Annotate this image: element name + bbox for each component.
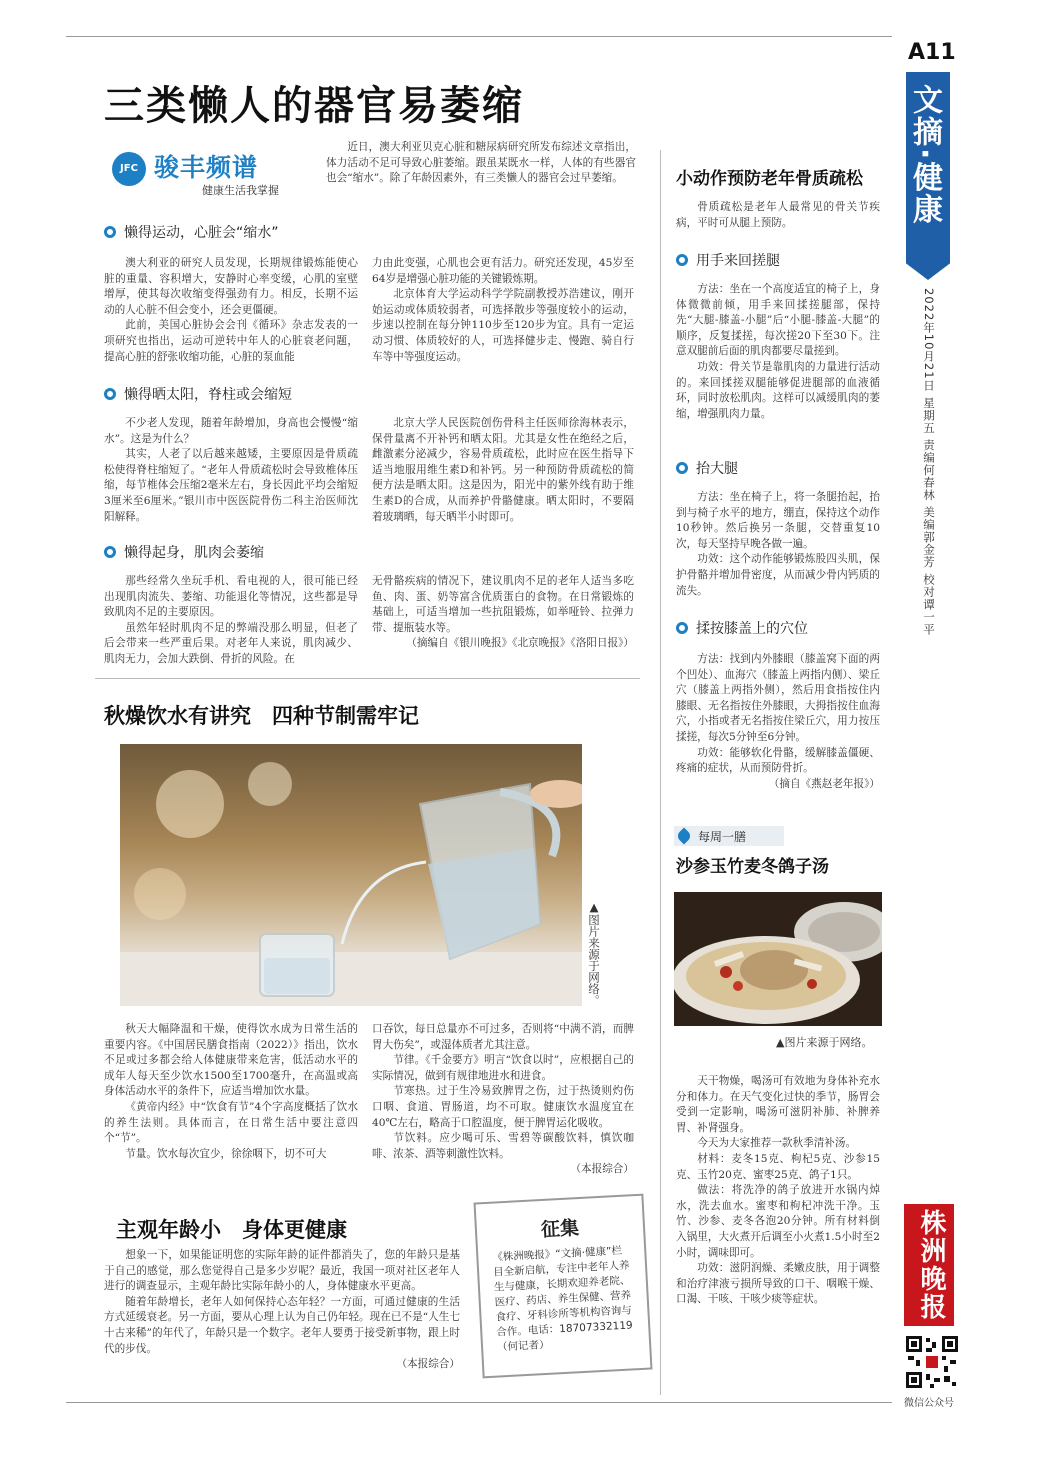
qr-caption: 微信公众号 (904, 1398, 954, 1409)
soup-photo (674, 892, 882, 1026)
article3-source: （本报综合） (396, 1358, 460, 1371)
logo-name: 骏丰频谱 (154, 153, 259, 182)
article1-subhead-1: 懒得运动，心脏会“缩水” (104, 222, 279, 242)
notice-title: 征集 (540, 1217, 580, 1242)
bullet-icon (676, 254, 688, 266)
bullet-icon (104, 226, 116, 238)
notice-body: 《株洲晚报》“文摘·健康”栏目全新启航，专注中老年人养生与健康，长期欢迎养老院、医疗、药店、养生保健、营养食疗、牙科诊所等机构咨询与合作。电话：18707332119（何记者） (492, 1244, 633, 1354)
page-number: A11 (908, 40, 956, 65)
article3-title: 主观年龄小 身体更健康 (116, 1218, 347, 1242)
weekly-dish-label: 每周一膳 (674, 826, 784, 846)
soup-illustration (674, 892, 882, 1026)
article4-subhead-1: 用手来回搓腿 (676, 250, 780, 270)
logo-slogan: 健康生活我掌握 (202, 184, 279, 197)
article5-body: 天干物燥，喝汤可有效地为身体补充水分和体力。在天气变化过快的季节，肠胃会受到一定影响，喝汤可滋阴补肺、补脾养胃、补肾强身。 今天为大家推荐一款秋季清补汤。 材料：麦冬15克、枸杞5克、沙参15克、玉竹20克、蜜枣25克、鸽子1只。 做法：将洗净的鸽子放进开水锅内焯水，洗去血水。蜜枣和枸杞冲洗干净。玉竹、沙参、麦冬各泡20分钟。所有材料倒入锅里，大火煮开后调至小火煮1.5小时至2小时，调味即可。 功效：滋阴润燥、柔嫩皮肤，用于调整和治疗津液亏损所导致的口干、咽喉干燥、口渴、干咳、干咳少痰等症状。 (676, 1075, 880, 1306)
article1-title: 三类懒人的器官易萎缩 (104, 82, 524, 129)
bullet-icon (676, 622, 688, 634)
article1-s1-left: 澳大利亚的研究人员发现，长期规律锻炼能使心脏的重量、容积增大，安静时心率变缓，心肌的室壁增厚，使其每次收缩变得强劲有力。相反，长期不运动的人心脏不但会变小，还会更僵硬。 此前，美国心脏协会会刊《循环》杂志发表的一项研究也指出，运动可逆转中年人的心脏衰老问题，提高心脏的舒张收缩功能，心脏的泵血能 (104, 257, 358, 363)
article2-left: 秋天大幅降温和干燥，使得饮水成为日常生活的重要内容。《中国居民膳食指南（2022）》指出，饮水不足或过多都会给人体健康带来危害，低活动水平的成年人每天至少饮水1500至1700毫升，在高温或高身体活动水平的条件下，应适当增加饮水量。 《黄帝内经》中“饮食有节”4个字高度概括了饮水的养生法则。具体而言，在日常生活中要注意四个“节”。 节量。饮水每次宜少，徐徐咽下，切不可大 (104, 1023, 358, 1160)
article1-s1-right: 力由此变强，心肌也会更有活力。研究还发现，45岁至64岁是增强心脏功能的关键锻炼期。 北京体育大学运动科学学院副教授苏浩建议，刚开始运动或体质较弱者，可选择散步等强度较小的运动，步速以控制在每分钟110步至120步为宜。具有一定运动习惯、体质较好的人，可选择健步走、慢跑、骑自行车等中等强度运动。 (372, 257, 634, 363)
masthead-logo: 株洲晚报 (904, 1204, 954, 1326)
article3-body: 想象一下，如果能证明您的实际年龄的证件都消失了，您的年龄只是基于自己的感觉，那么您觉得自己是多少岁呢？最近，我国一项对社区老年人进行的调查显示，主观年龄比实际年龄小的人，身体健康水平更高。 随着年龄增长，老年人如何保持心态年轻？一方面，可通过健康的生活方式延缓衰老。另一方面，要从心理上认为自己仍年轻。现在已不是“人生七十古来稀”的年代了，年龄只是一个数字。老年人要勇于接受新事物，跟上时代的步伐。 （本报综合） (104, 1248, 460, 1373)
article4-title: 小动作预防老年骨质疏松 (676, 169, 863, 189)
article5-photo-caption: ▲图片来源于网络。 (776, 1036, 873, 1049)
article4-source: （摘自《燕赵老年报》） (768, 777, 880, 790)
article4-subhead-3: 揉按膝盖上的穴位 (676, 618, 808, 638)
article4-subhead-2: 抬大腿 (676, 458, 738, 478)
bullet-icon (676, 462, 688, 474)
sponsor-logo (112, 148, 302, 196)
column-rule (660, 150, 661, 1395)
article1-intro: 近日，澳大利亚贝克心脏和糖尿病研究所发布综述文章指出，体力活动不足可导致心脏萎缩。跟虽某既水一样，人体的有些器官也会“缩水”。除了年龄因素外，有三类懒人的器官会过早萎缩。 (326, 141, 636, 185)
article1-s3-left: 那些经常久坐玩手机、看电视的人，很可能已经出现肌肉流失、萎缩、功能退化等情况，这些都是导致肌肉不足的主要原因。 虽然年轻时肌肉不足的弊端没那么明显，但老了后会带来一些严重后果。对老年人来说，肌肉减少、肌肉无力，会加大跌倒、骨折的风险。在 (104, 575, 358, 665)
bullet-icon (104, 388, 116, 400)
dateline: 2022年10月21日 星期五 责编何春林 美编郭金芳 校对谭一平 (922, 288, 936, 636)
bullet-icon (104, 546, 116, 558)
leaf-icon (676, 828, 693, 845)
article2-source: （本报综合） (570, 1163, 634, 1176)
article1-subhead-3: 懒得起身，肌肉会萎缩 (104, 542, 264, 562)
water-photo (120, 744, 582, 1006)
article1-subhead-2: 懒得晒太阳，脊柱或会缩短 (104, 384, 292, 404)
article4-intro: 骨质疏松是老年人最常见的骨关节疾病，平时可从腿上预防。 (676, 201, 880, 229)
article4-m2-body: 方法：坐在椅子上，将一条腿抬起，抬到与椅子水平的地方，绷直，保持这个动作10秒钟。然后换另一条腿，交替重复10次，每天坚持早晚各做一遍。 功效：这个动作能够锻炼股四头肌，保护骨骼并增加骨密度，从而减少骨内钙质的流失。 (676, 491, 880, 597)
article1-s2-left: 不少老人发现，随着年龄增加，身高也会慢慢“缩水”。这是为什么？ 其实，人老了以后越来越矮，主要原因是骨质疏松使得脊柱缩短了。“老年人骨质疏松时会导致椎体压缩，每节椎体会压缩2毫米左右，身长因此平均会缩短3厘米至6厘米。”银川市中医医院骨伤二科主治医师沈阳解释。 (104, 417, 358, 523)
qr-code (904, 1334, 960, 1390)
article1-s2-right: 北京大学人民医院创伤骨科主任医师徐海林表示，保骨量离不开补钙和晒太阳。尤其是女性在绝经之后，雌激素分泌减少，容易骨质疏松，此时应在医生指导下适当地服用维生素D和补钙。另一种预防骨质疏松的简便方法是晒太阳。这是因为，阳光中的紫外线有助于维生素D的合成，从而养护骨骼健康。晒太阳时，不要隔着玻璃晒，每天晒半小时即可。 (372, 417, 634, 523)
logo-mark: JFC (112, 152, 146, 186)
article2-right: 口吞饮，每日总量亦不可过多，否则将“中满不消，而脾胃大伤矣”，或湿体质者尤其注意。 节律。《千金要方》明言“饮食以时”，应根据自己的实际情况，做到有规律地进水和进食。 节寒热。过于生冷易致脾胃之伤，过于热烫则灼伤口咽、食道、胃肠道，均不可取。健康饮水温度宜在40℃左右，略高于口腔温度，便于脾胃运化吸收。 节饮料。应少喝可乐、雪碧等碳酸饮料，慎饮咖啡、浓茶、酒等刺激性饮料。 （本报综合） (372, 1022, 634, 1178)
article5-title: 沙参玉竹麦冬鸽子汤 (676, 857, 829, 877)
top-rule (66, 36, 892, 37)
pitcher-illustration (120, 744, 582, 1006)
article1-s3-right: 无骨骼疾病的情况下，建议肌肉不足的老年人适当多吃鱼、肉、蛋、奶等富含优质蛋白的食物。在日常锻炼的基础上，可适当增加一些抗阻锻炼，如举哑铃、拉弹力带、提瓶装水等。 （摘编自《银川晚报》《北京晚报》《洛阳日报》） (372, 574, 634, 652)
article4-m1-body: 方法：坐在一个高度适宜的椅子上，身体微微前倾，用手来回揉搓腿部，保持先“大腿-膝盖-小腿”后“小腿-膝盖-大腿”的顺序，反复揉搓，每次搓20下至30下。注意双腿前后面的肌肉都要尽量搓到。 功效：骨关节是靠肌肉的力量进行活动的。来回揉搓双腿能够促进腿部的血液循环，同时放松肌肉。这样可以减缓肌肉的萎缩，增强肌肉力量。 (676, 283, 880, 420)
bottom-rule (66, 1402, 892, 1403)
article2-title: 秋燥饮水有讲究 四种节制需牢记 (104, 704, 419, 728)
mid-rule (95, 678, 640, 679)
article2-photo-caption: ▲图片来源于网络。 (587, 900, 601, 1006)
notice-box (474, 1194, 653, 1379)
article4-m3-body: 方法：找到内外膝眼（膝盖窝下面的两个凹处）、血海穴（膝盖上两指内侧）、梁丘穴（膝盖上两指外侧），然后用食指按住内膝眼、无名指按住外膝眼，大拇指按住血海穴，小指或者无名指按住梁丘穴，用力按压揉搓，每次5分钟至6分钟。 功效：能够软化骨骼，缓解膝盖僵硬、疼痛的症状，从而预防骨折。 （摘自《燕赵老年报》） (676, 652, 880, 792)
article1-source: （摘编自《银川晚报》《北京晚报》《洛阳日报》） (406, 637, 634, 650)
section-vertical-title: 文摘·健康 (907, 84, 942, 226)
